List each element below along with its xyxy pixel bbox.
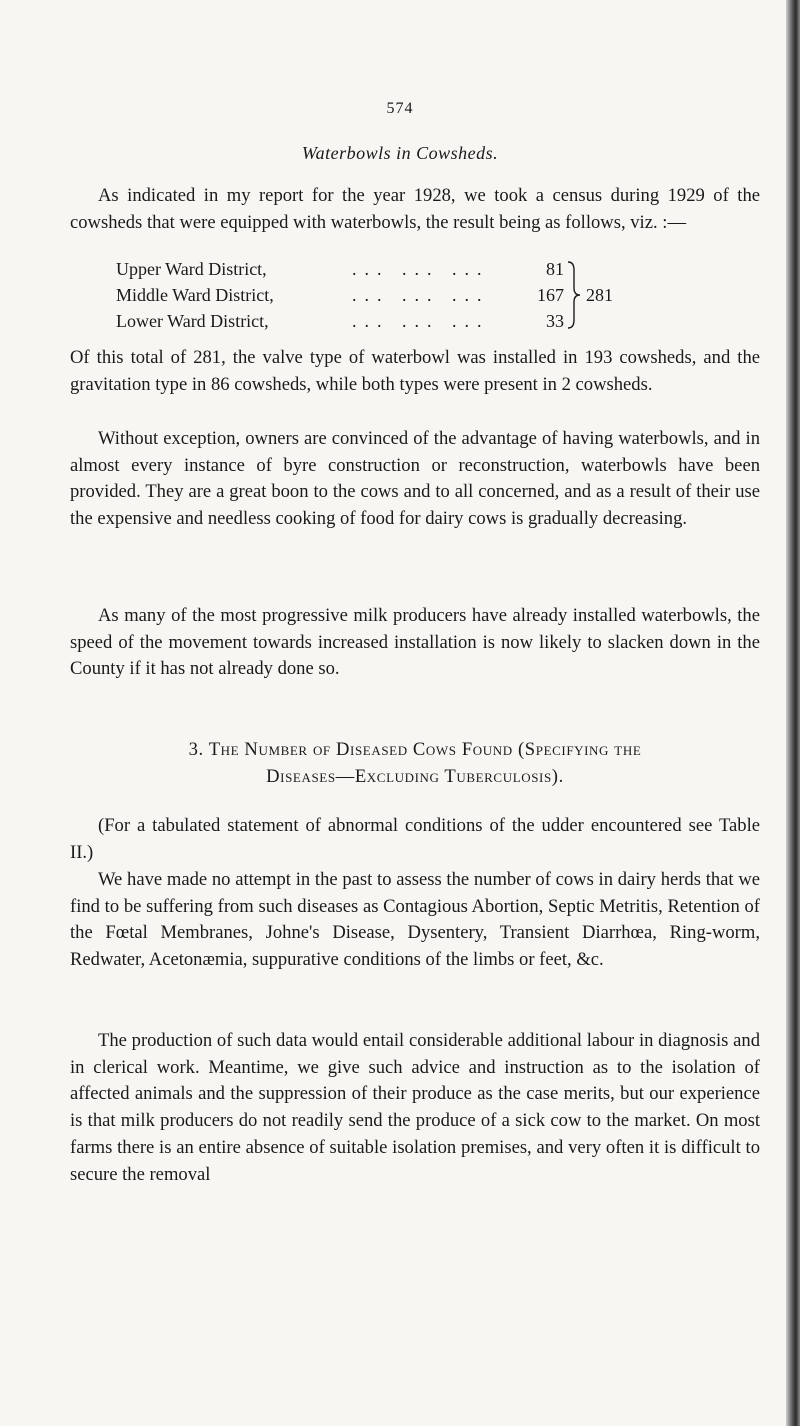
census-dots: ... ... ... bbox=[352, 259, 490, 279]
paragraph: We have made no attempt in the past to assess the number of cows in dairy herds that we find to be suffering from such diseases as Contagious Abortion, Septic Metritis, Retention of the Fœtal Membranes, Johne's Disease, Dysentery, Transient Diarrhœa, Ring-worm, Redwater, Acetonæmia, suppurative conditions of the limbs or feet, &c. bbox=[70, 869, 760, 971]
census-row bbox=[116, 256, 716, 282]
census-row bbox=[116, 282, 716, 308]
brace-icon bbox=[566, 256, 582, 334]
page-number: 574 bbox=[386, 100, 414, 117]
census-table bbox=[116, 256, 716, 334]
census-count: 33 bbox=[546, 311, 564, 331]
census-district: Upper Ward District, bbox=[116, 259, 267, 279]
intro-paragraph: As indicated in my report for the year 1928, we took a census during 1929 of the cowsheds that were equipped with waterbowls, the result being as follows, viz. :— bbox=[70, 185, 760, 233]
paragraph: Of this total of 281, the valve type of waterbowl was installed in 193 cowsheds, and the gravitation type in 86 cowsheds, while both types were present in 2 cowsheds. bbox=[70, 347, 760, 395]
paragraph: As many of the most progressive milk producers have already installed waterbowls, the speed of the movement towards increased installation is now likely to slacken down in the County if it has not already done so. bbox=[70, 605, 760, 680]
census-district: Middle Ward District, bbox=[116, 285, 274, 305]
census-district: Lower Ward District, bbox=[116, 311, 269, 331]
paragraph: Without exception, owners are convinced of the advantage of having waterbowls, and in almost every instance of byre construction or reconstruction, waterbowls have been provided. They are a great boon to the cows and to all concerned, and as a result of their use the expensive and needless cooking of food for dairy cows is gradually decreasing. bbox=[70, 428, 760, 530]
census-dots: ... ... ... bbox=[352, 311, 490, 331]
paragraph: The production of such data would entail considerable additional labour in diagnosis and in clerical work. Meantime, we give such advice and instruction as to the isolation of affected animals and the suppression of their produce as the case merits, but our experience is that milk producers do not readily send the produce of a sick cow to the market. On most farms there is an entire absence of suitable isolation premises, and very often it is difficult to secure the removal bbox=[70, 1030, 760, 1185]
scan-edge bbox=[786, 0, 800, 1426]
census-count: 167 bbox=[537, 285, 564, 305]
section-title bbox=[70, 736, 760, 790]
census-total: 281 bbox=[586, 285, 613, 305]
paragraph: (For a tabulated statement of abnormal conditions of the udder encountered see Table II.) bbox=[70, 815, 760, 863]
section-heading: Waterbowls in Cowsheds. bbox=[301, 143, 499, 163]
census-row bbox=[116, 308, 716, 334]
section-title-line: 3. The Number of Diseased Cows Found (Specifying the bbox=[188, 739, 642, 760]
section-title-line: Diseases—Excluding Tuberculosis). bbox=[266, 766, 564, 787]
census-count: 81 bbox=[546, 259, 564, 279]
census-dots: ... ... ... bbox=[352, 285, 490, 305]
